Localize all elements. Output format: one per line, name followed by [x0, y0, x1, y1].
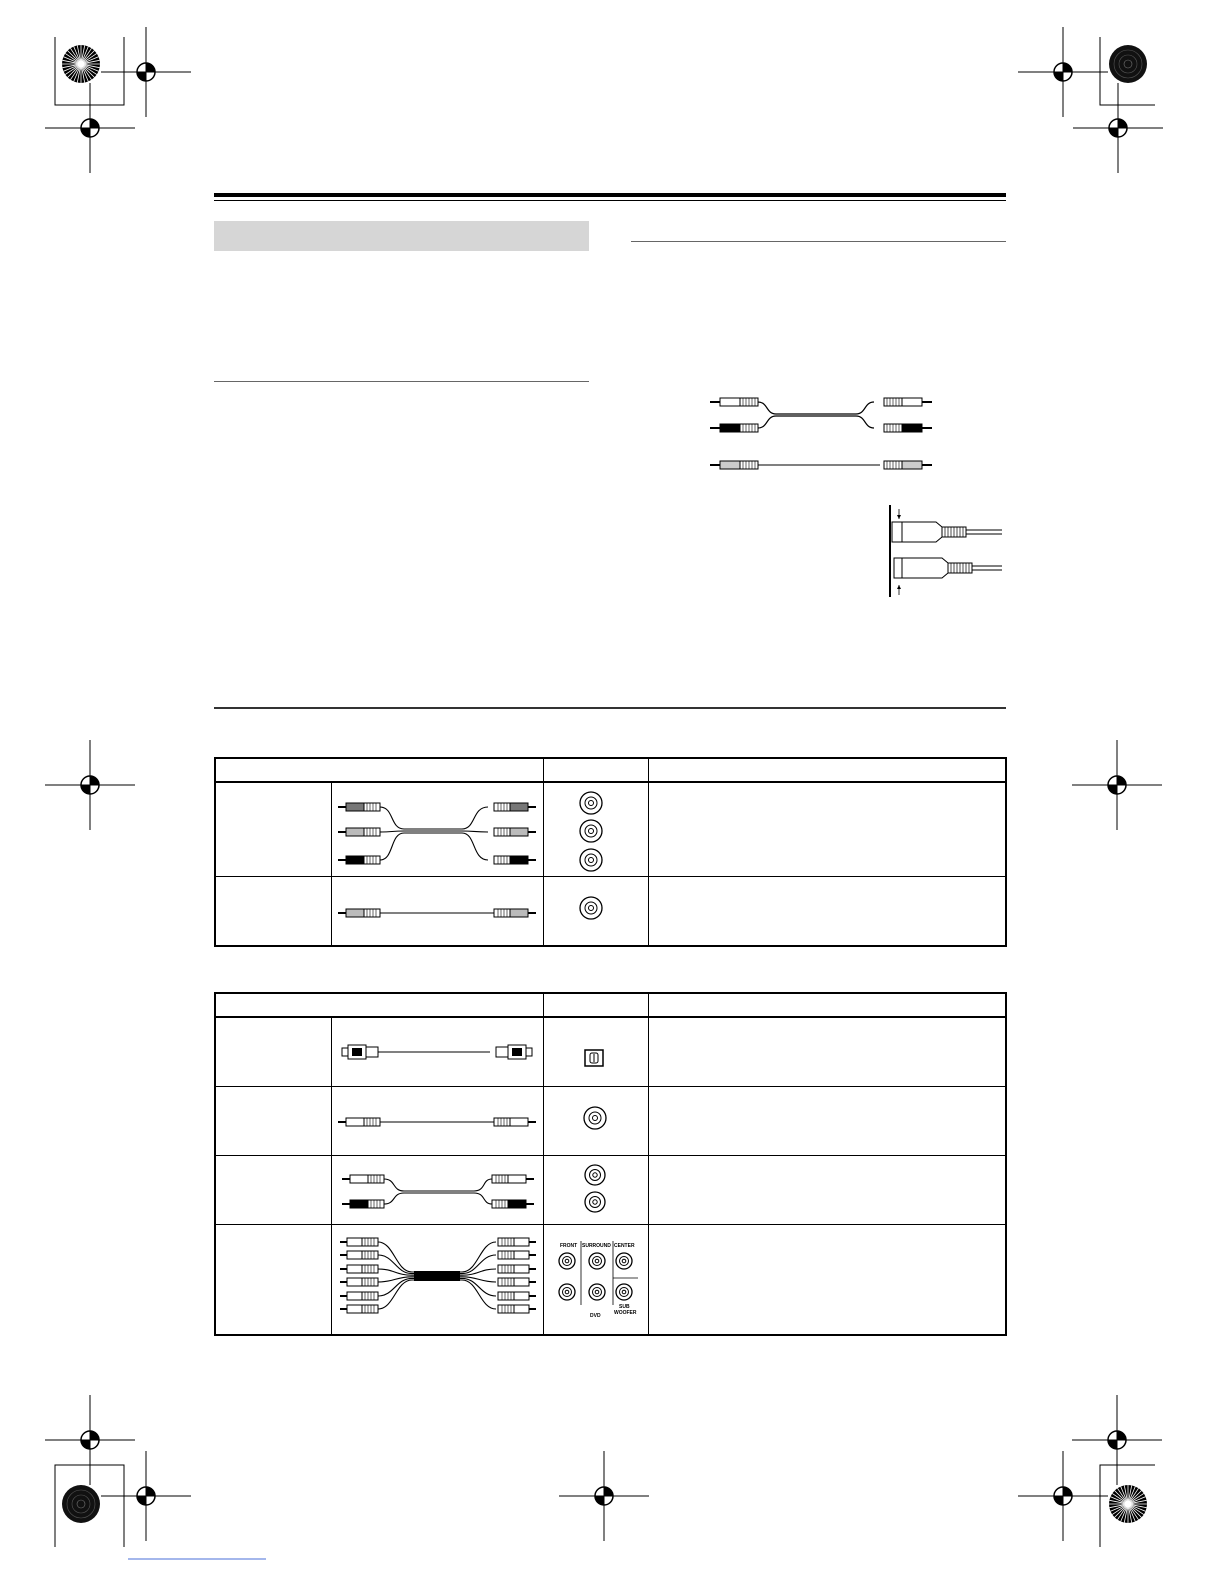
- section-heading-bar: [214, 221, 589, 251]
- optical-jack-icon: [543, 1017, 648, 1087]
- cable-strand: [378, 1280, 496, 1309]
- radial-wheel-icon: [1109, 1485, 1147, 1523]
- header-cell-jack: [543, 993, 648, 1017]
- header-rule-thin: [214, 200, 1006, 201]
- row-label-cell: [215, 1225, 331, 1336]
- row-label-cell: [215, 1017, 331, 1087]
- rca-plug: [340, 1292, 378, 1300]
- row-label-cell: [215, 1156, 331, 1225]
- crosshair-mark: [1018, 1451, 1108, 1541]
- subsection-rule: [214, 381, 589, 382]
- description-cell: [648, 1087, 1006, 1156]
- description-cell: [648, 1156, 1006, 1225]
- description-cell: [648, 1225, 1006, 1336]
- header-cell-description: [648, 758, 1006, 782]
- description-cell: [648, 782, 1006, 877]
- crosshair-mark: [1073, 83, 1163, 173]
- section-rule: [214, 707, 1006, 709]
- video-connection-table: [214, 757, 1007, 947]
- rca-plug: [498, 1265, 536, 1273]
- crosshair-mark: [1072, 1395, 1162, 1485]
- rca-plug: [340, 1265, 378, 1273]
- header-cell-cable: [215, 758, 543, 782]
- crosshair-mark: [1018, 27, 1108, 117]
- radial-wheel-icon: [62, 45, 100, 83]
- crosshair-mark: [101, 27, 191, 117]
- cable-bundle: [414, 1271, 460, 1281]
- three-plug-rca-cable-icon: [331, 782, 543, 877]
- table-header-row: [215, 993, 1006, 1017]
- two-rca-jacks-icon: [543, 1156, 648, 1225]
- crosshair-mark: [1072, 740, 1162, 830]
- table-row: [215, 782, 1006, 877]
- rca-plug: [498, 1305, 536, 1313]
- crosshair-mark: [45, 83, 135, 173]
- row-label-cell: [215, 877, 331, 947]
- av-cable-illustration: [706, 388, 936, 480]
- rca-plug: [498, 1292, 536, 1300]
- plug-insertion-illustration: [884, 505, 1004, 597]
- single-rca-cable-icon: [331, 877, 543, 947]
- cable-strand: [378, 1242, 496, 1272]
- multichannel-jacks-icon: [543, 1225, 648, 1336]
- crosshair-mark: [45, 740, 135, 830]
- rca-plug: [340, 1278, 378, 1286]
- stereo-rca-cable-icon: [331, 1156, 543, 1225]
- solid-wheel-icon: [62, 1485, 100, 1523]
- crosshair-mark: [559, 1451, 649, 1541]
- optical-cable-icon: [331, 1017, 543, 1087]
- table-row: [215, 1087, 1006, 1156]
- table-row: [215, 877, 1006, 947]
- coaxial-cable-icon: [331, 1087, 543, 1156]
- table-row: [215, 1156, 1006, 1225]
- rca-plug: [498, 1278, 536, 1286]
- header-cell-description: [648, 993, 1006, 1017]
- front-label: FRONT: [559, 1243, 577, 1249]
- rca-plug: [340, 1238, 378, 1246]
- row-label-cell: [215, 782, 331, 877]
- rca-plug: [498, 1251, 536, 1259]
- rca-plug: [340, 1251, 378, 1259]
- dvd-label: DVD: [589, 1313, 601, 1319]
- header-cell-jack: [543, 758, 648, 782]
- header-cell-cable: [215, 993, 543, 1017]
- row-label-cell: [215, 1087, 331, 1156]
- woofer-label: WOOFER: [613, 1310, 636, 1316]
- surround-label: SURROUND: [581, 1243, 611, 1249]
- rca-plug: [340, 1305, 378, 1313]
- subsection-rule: [631, 241, 1006, 242]
- table-header-row: [215, 758, 1006, 782]
- rca-plug: [498, 1238, 536, 1246]
- coaxial-jack-icon: [543, 1087, 648, 1156]
- table-row: [215, 1017, 1006, 1087]
- description-cell: [648, 1017, 1006, 1087]
- center-label: CENTER: [613, 1243, 635, 1249]
- multichannel-cable-icon: [331, 1225, 543, 1336]
- description-cell: [648, 877, 1006, 947]
- sub-label: SUB: [618, 1304, 630, 1310]
- crosshair-mark: [45, 1395, 135, 1485]
- table-row: [215, 1225, 1006, 1336]
- three-rca-jacks-icon: [543, 782, 648, 877]
- solid-wheel-icon: [1109, 45, 1147, 83]
- audio-connection-table: [214, 992, 1007, 1336]
- header-rule: [214, 193, 1006, 197]
- single-rca-jack-icon: [543, 877, 648, 947]
